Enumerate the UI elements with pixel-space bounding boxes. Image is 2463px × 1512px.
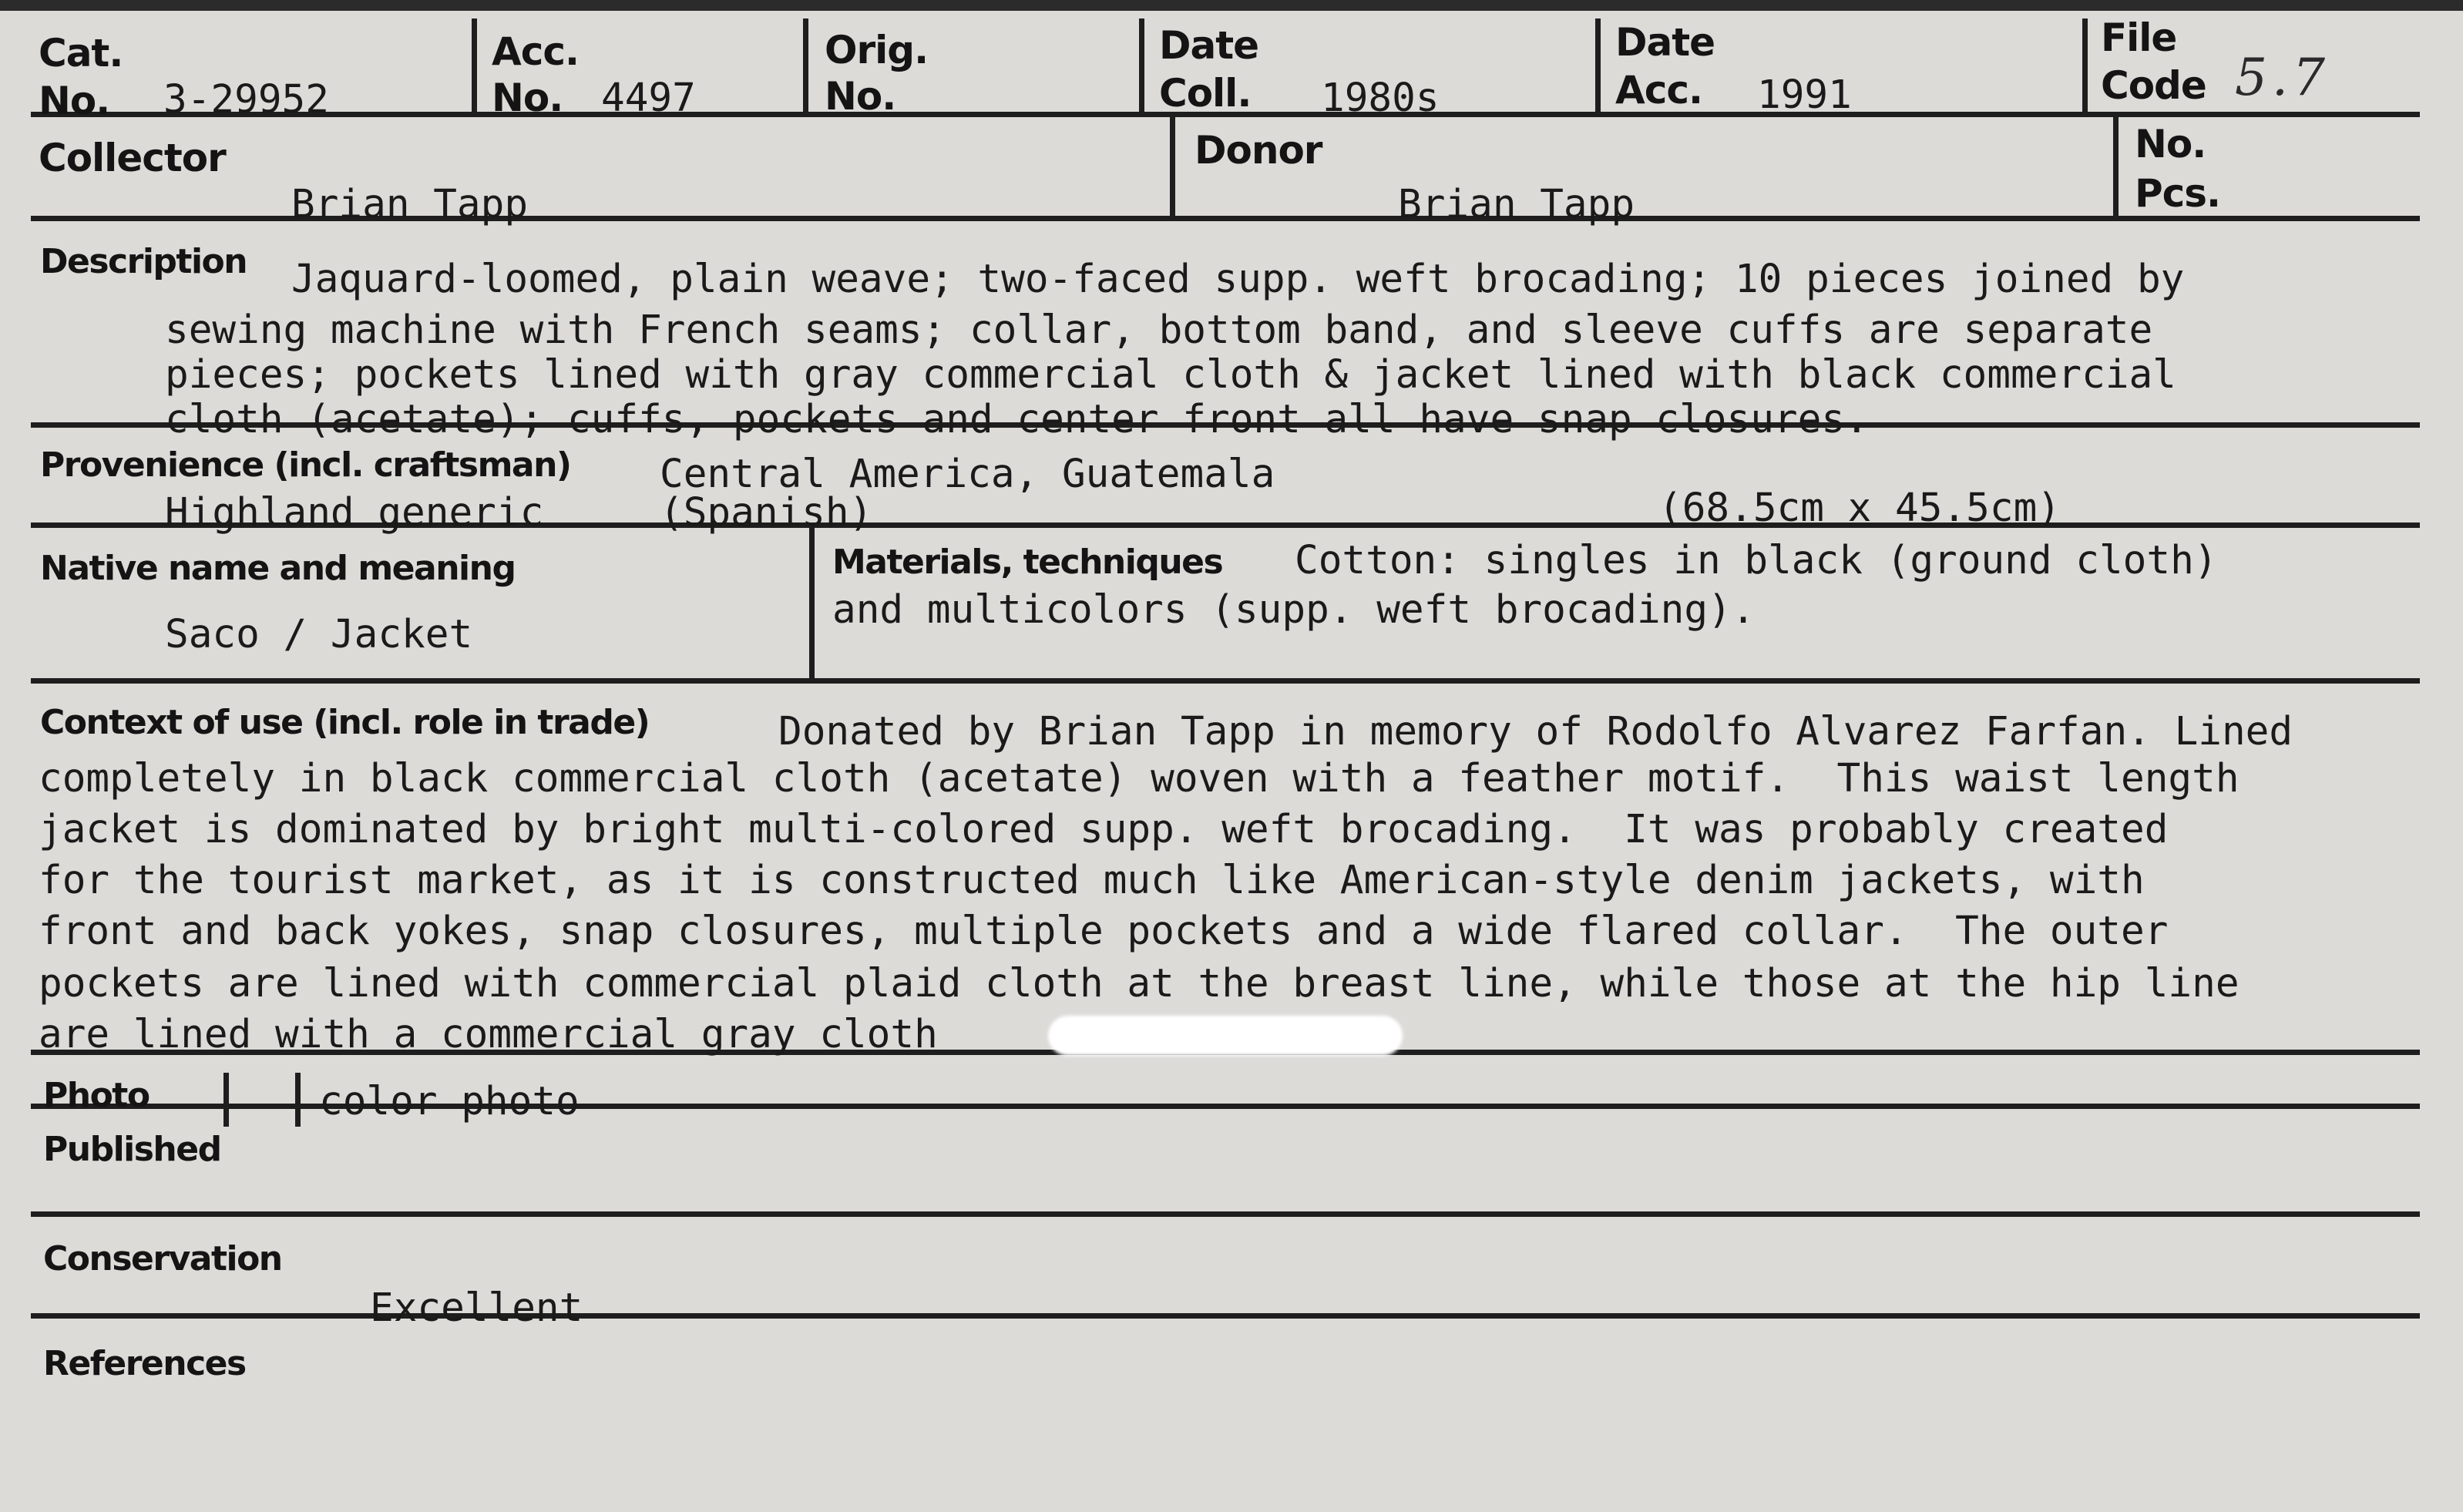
donor-value: Brian Tapp: [1398, 182, 1635, 227]
conservation-value: Excellent: [370, 1285, 583, 1331]
native-name-value: Saco / Jacket: [165, 612, 473, 657]
native-name-label: Native name and meaning: [40, 549, 516, 588]
acc-no-label-top: Acc.: [492, 29, 579, 74]
description-label: Description: [40, 242, 247, 281]
cat-no-label-bottom: No.: [39, 79, 110, 123]
column-divider: [803, 18, 808, 117]
context-line: pockets are lined with commercial plaid cloth at the breast line, while those at the hip line: [39, 961, 2240, 1006]
file-code-label-bottom: Code: [2101, 63, 2206, 108]
card-top-edge: [0, 0, 2463, 11]
column-divider: [472, 18, 477, 117]
column-divider: [1139, 18, 1144, 117]
context-line: completely in black commercial cloth (acetate) woven with a feather motif. This waist length: [39, 756, 2240, 801]
description-line: pieces; pockets lined with gray commercial cloth & jacket lined with black commercial: [165, 352, 2176, 398]
context-line: for the tourist market, as it is constructed much like American-style denim jackets, with: [39, 858, 2145, 903]
context-line: are lined with a commercial gray cloth: [39, 1012, 938, 1057]
date-coll-value: 1980s: [1321, 76, 1440, 121]
orig-no-label-bottom: No.: [825, 74, 896, 119]
redaction-mark: [1048, 1016, 1403, 1056]
references-label: References: [43, 1344, 246, 1383]
materials-line2: and multicolors (supp. weft brocading).: [832, 587, 1756, 633]
column-divider: [809, 527, 815, 683]
materials-line1: Cotton: singles in black (ground cloth): [1295, 538, 2218, 583]
acc-no-label-bottom: No.: [492, 76, 563, 120]
collector-label: Collector: [39, 136, 226, 180]
dimensions-value: (68.5cm x 45.5cm): [1658, 486, 2061, 531]
column-divider: [1595, 18, 1601, 117]
orig-no-label-top: Orig.: [825, 28, 929, 72]
file-code-value: 5.7: [2235, 48, 2330, 107]
divider: [31, 678, 2420, 684]
file-code-label-top: File: [2101, 15, 2177, 60]
photo-checkbox: [223, 1073, 301, 1127]
materials-label: Materials, techniques: [832, 543, 1223, 582]
no-pcs-label-bottom: Pcs.: [2135, 171, 2221, 216]
column-divider: [2082, 18, 2088, 117]
column-divider: [1170, 116, 1175, 220]
provenience-line2a: Highland generic: [165, 490, 544, 536]
cat-no-value: 3-29952: [163, 77, 329, 123]
date-acc-value: 1991: [1757, 72, 1852, 118]
date-acc-label-bottom: Acc.: [1615, 68, 1702, 113]
description-line: sewing machine with French seams; collar, bottom band, and sleeve cuffs are separate: [165, 307, 2153, 353]
context-label: Context of use (incl. role in trade): [40, 703, 650, 742]
context-line: front and back yokes, snap closures, multiple pockets and a wide flared collar. The outer: [39, 909, 2169, 954]
no-pcs-label-top: No.: [2135, 122, 2206, 166]
photo-value: color photo: [319, 1079, 580, 1124]
cat-no-label-top: Cat.: [39, 31, 123, 76]
provenience-line1: Central America, Guatemala: [660, 452, 1275, 497]
description-line: cloth (acetate); cuffs, pockets and center front all have snap closures.: [165, 397, 1869, 442]
acc-no-value: 4497: [601, 76, 696, 121]
date-coll-label-bottom: Coll.: [1159, 71, 1252, 116]
collector-value: Brian Tapp: [291, 182, 529, 227]
date-acc-label-top: Date: [1615, 20, 1715, 65]
provenience-line2b: (Spanish): [660, 490, 873, 536]
description-line: Jaquard-loomed, plain weave; two-faced supp. weft brocading; 10 pieces joined by: [291, 257, 2185, 302]
conservation-label: Conservation: [43, 1239, 282, 1278]
photo-label: Photo: [43, 1076, 150, 1115]
published-label: Published: [43, 1130, 221, 1169]
date-coll-label-top: Date: [1159, 23, 1259, 68]
donor-label: Donor: [1195, 128, 1322, 173]
context-first-line: Donated by Brian Tapp in memory of Rodolfo Alvarez Farfan. Lined: [778, 709, 2293, 754]
column-divider: [2113, 116, 2119, 220]
divider: [31, 1211, 2420, 1217]
provenience-label: Provenience (incl. craftsman): [40, 445, 571, 485]
context-line: jacket is dominated by bright multi-colored supp. weft brocading. It was probably created: [39, 807, 2169, 852]
